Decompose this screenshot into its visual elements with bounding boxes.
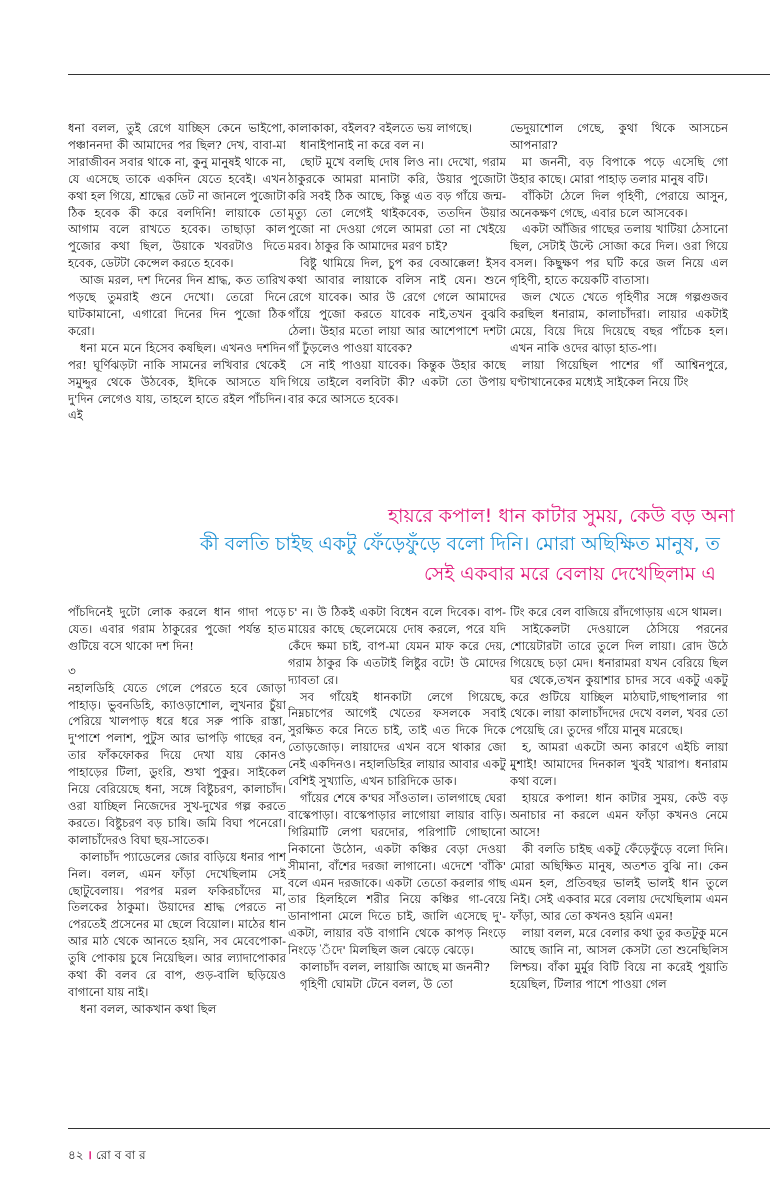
paragraph: নহালডিহি যেতে গেলে পেরতে হবে জোড়া পাহাড়। ভুবনডিহি, ক্যাওড়াশোল, লুখনার চুঁয়া পেরিয়ে খালপাড় ধরে ধরে সরু পাকি রাস্তা, দু'পাশে পলাশ, পুটুস আর ভাপড়ি গাছের বন, তার ফাঁকফোকর দিয়ে দেখা যায় কোনও পাহাড়ের টিলা, ডুংরি, শুখা পুকুর। সাইকেল নিয়ে বেরিয়েছে ধনা, সঙ্গে বিষ্টুচরণ, কালাচাঁদ। ওরা যাচ্ছিল নিজেদের সুখ-দুখের গল্প করতে করতে। বিষ্টুচরণ বড় চাষি। জমি বিঘা পনেরো। কালাচাঁদেরও বিঘা ছয়-সাতেক। bbox=[68, 680, 286, 847]
paragraph: গৃহিণী ঘোমটা টেনে বলল, উ তো bbox=[300, 976, 453, 991]
paragraph: চ' ন। উ ঠিকই একটা বিধেন বলে দিবেক। বাপ-মায়ের কাছে ছেলেমেয়ে দোষ করলে, পরে যদি কেঁদে ক্ষমা চাই, বাপ-মা যেমন মাফ করে দেয়, গরাম ঠাকুর কি এতটাই লিষ্টুর বটে! উ মোদের দ্যাবতা রে। bbox=[288, 605, 506, 687]
paragraph: বিষ্টু থামিয়ে দিল, চুপ কর বেআক্কেল! ইসব কথা আবার লায়াকে বলিস নাই যেন। শুনে রেগে যাবেক। আর উ রেগে গেলে আমাদের গাঁয়ে পুজো করতে যাবেক নাই,তখন বুঝবি ঠেলা। উহার মতো লায়া আর আশেপাশে দশটা গাঁ ঢুঁড়লেও পাওয়া যাবেক? bbox=[288, 256, 506, 355]
pull-quote-text: হায়রে কপাল! ধান কাটার সুময়, কেউ বড় অনা bbox=[388, 505, 735, 527]
paragraph: আজ মরল, দশ দিনের দিন শ্রাদ্ধ, কত তারিখ পড়ছে তুমরাই গুনে দেখো। তেরো দিনে ঘাটকামানো, এগারো দিনের দিন পুজো ঠিক করো। bbox=[68, 273, 286, 338]
paragraph: সাইকেলটা দেওয়ালে ঠেসিয়ে পরনের শোয়েটারটা তারে তুলে দিল লায়া। রোদ উঠে গিয়েছে চড়া মেদ। ধনারামরা যখন বেরিয়ে ছিল ঘর থেকে,তখন কুয়াশার চাদর সবে একটু একটু করে গুটিয়ে যাচ্ছিল মাঠঘাট,গাছপালার গা থেকে। লায়া কালাচাঁদদের দেখে বলল, খবর তো পেয়েছি রে। তুদের গাঁয়ে মানুষ মরেছে। bbox=[510, 621, 728, 738]
folio-separator: । bbox=[87, 1148, 92, 1162]
column-bottom-2 bbox=[288, 604, 506, 1124]
pull-quote-text: কী বলতি চাইছ একটু ফেঁড়েফুঁড়ে বলো দিনি। মোরা অছিক্ষিত মানুষ, ত bbox=[200, 533, 720, 555]
paragraph: সে নাই পাওয়া যাবেক। কিন্তুক উহার কাছে গিয়ে তাইলে বলবিটা কী? একটা তো উপায় বার করে আসতে হবেক। bbox=[288, 357, 506, 406]
pull-quote-text: সেই একবার মরে বেলায় দেখেছিলাম এ bbox=[424, 563, 716, 585]
section-number: ৩ bbox=[68, 663, 76, 678]
paragraph: হায়রে কপাল! ধান কাটার সুময়, কেউ বড় অনাচার না করলে এমন ফাঁড়া কখনও নেমে আসে! bbox=[510, 790, 728, 839]
paragraph: কালাকাকা, বইলব? বইলতে ভয় লাগছে। bbox=[288, 121, 473, 135]
paragraph: ছোট মুখে বলছি দোষ লিও না। দেখো, গরাম ঠাকুরকে আমরা মানাটা করি, উয়ার পুজোটা করি সবই ঠিক আছে, কিন্তু এত বড় গাঁয়ে জন্ম-মৃত্যু তো লেগেই থাইকবেক, ততদিন উয়ার পুজো না দেওয়া গেলে আমরা তো না খেইয়ে মরব। ঠাকুর কি আমাদের মরণ চাই? bbox=[288, 154, 506, 254]
column-top-2 bbox=[288, 120, 506, 475]
paragraph: লায়া বলল, মরে বেলার কথা তুর কতটুকু মনে আছে জানি না, আসল কেসটা তো শুনেছিলিস লিশ্চয়। বাঁকা মুর্মুর বিটি বিয়ে না করেই পুয়াতি হয়েছিল, টিলার পাশে পাওয়া গেল bbox=[510, 926, 728, 991]
paragraph: টিং করে বেল বাজিয়ে রাঁদগোড়ায় এসে থামল। bbox=[510, 605, 722, 619]
paragraph: মা জননী, বড় বিপাকে পড়ে এসেছি গো উহার কাছে। মোরা পাহাড় তলার মানুষ বটি। bbox=[510, 154, 728, 186]
magazine-name: রো ব বা র bbox=[95, 1148, 146, 1162]
paragraph: কালাচাঁদ প্যাডেলের জোর বাড়িয়ে ধনার পাশ নিল। বলল, এমন ফাঁড়া দেখেছিলাম সেই ছোটুবেলায়। পরপর মরল ফকিরচাঁদের মা, তিলকের ঠাকুমা। উয়াদের শ্রাদ্ধ পেরতে না পেরতেই প্রসেনের মা ছেলে বিয়োল। মাঠের ধান আর মাঠ থেকে আনতে হয়নি, সব মেবেপোকা-তুষি পোকায় চুষে নিয়েছিল। আর ল্যাদাপোকার কথা কী বলব রে বাপ, গুড়-বালি ছড়িয়েও বাগানো যায় নাই। bbox=[68, 849, 286, 999]
pull-quote-line-1 bbox=[0, 502, 770, 532]
column-top-3 bbox=[510, 120, 728, 475]
paragraph: পাঁচদিনেই দুটো লোক করলে ধান গাদা পড়ে যেত। এবার গরাম ঠাকুরের পুজো পর্যন্ত হাত গুটিয়ে বসে থাকো দশ দিন! bbox=[68, 605, 286, 653]
page-number: ৪২ bbox=[68, 1148, 84, 1162]
paragraph: গাঁয়ের শেষে ক'ঘর সাঁওতাল। তালগাছে ঘেরা বাস্কেপাড়া। বাস্কেপাড়ার লাগোয়া লায়ার বাড়ি। গিরিমাটি লেপা ঘরদোর, পরিপাটি গোছানো নিকানো উঠোন, একটা কঞ্চির বেড়া দেওয়া সীমানা, বাঁশের দরজা লাগানো। এদেশে 'বাঁকি' বলে এমন দরজাকে। একটা তেতো করলার গাছ তার হিলহিলে শরীর নিয়ে কঞ্চির গা-বেয়ে ডানাপানা মেলে দিতে চাই, জালি এসেছে দু'-একটা, লায়ার বউ বাগানি থেকে কাপড় নিংড়ে নিংড়ে 'ঁদে' মিলছিল জল ঝেড়ে ঝেড়ে। bbox=[288, 790, 506, 958]
page-folio bbox=[68, 1146, 146, 1167]
paragraph: ধনা বলল, তুই রেগে যাচ্ছিস কেনে ভাইপো, পঞ্চাননদা কী আমাদের পর ছিল? দেখ, বাবা-মা সারাজীবন সবার থাকে না, কুনু মানুষই থাকে না, যে এসেছে তাকে একদিন যেতে হবেই। এখন কথা হল গিয়ে, শ্রাদ্ধের ডেট না জানলে পুজোটা ঠিক হবেক কী করে বলদিনি! লায়াকে তো আগাম বলে রাখতে হবেক। তাছাড়া কাল পুজোর কথা ছিল, উয়াকে খবরটাও দিতে হবেক, ডেটটা কেন্সেল করতে হবেক। bbox=[68, 121, 286, 271]
paragraph: কী বলতি চাইছ একটু ফেঁড়েফুঁড়ে বলো দিনি। মোরা অছিক্ষিত মানুষ, অতশত বুঝি না। কেন এমন হল, প্রতিবছর ভালই ভালই ধান তুলে নিই। সেই একবার মরে বেলায় দেখেছিলাম এমন ফাঁড়া, আর তো কখনও হয়নি এমন! bbox=[510, 841, 728, 924]
column-bottom-1 bbox=[68, 604, 286, 1124]
paragraph: সব গাঁয়েই ধানকাটা লেগে গিয়েছে, নিম্নচাপের আগেই খেতের ফসলকে সবাই সুরক্ষিত করে নিতে চাই, তাই এত দিকে দিকে তোড়জোড়। লায়াদের এখন বসে থাকার জো নেই একদিনও। নহালডিহির লায়ার আবার একটু বেশিই সুখ্যাতি, এখন চারিদিকে ডাক। bbox=[288, 689, 506, 789]
paragraph: ধানাইপানাই না করে বল ন। bbox=[300, 137, 425, 152]
paragraph: ধনা বলল, আকখান কথা ছিল bbox=[80, 1001, 217, 1016]
paragraph: জল খেতে খেতে গৃহিণীর সঙ্গে গল্পগুজব করছিল ধনারাম, কালাচাঁদরা। লায়ার একটাই মেয়ে, বিয়ে দিয়ে দিয়েছে বছর পাঁচেক হল। এখন নাকি ওদের ঝাড়া হাত-পা। bbox=[510, 290, 728, 355]
paragraph: বাঁকিটা ঠেলে দিল গৃহিণী, পেরায়ে আসুন, অনেকক্ষণ গেছে, এবার চলে আসবেক। bbox=[510, 188, 728, 220]
bottom-rule bbox=[68, 1128, 770, 1129]
paragraph: লায়া গিয়েছিল পাশের গাঁ আশ্বিনপুরে, ঘণ্টাখানেকের মধ্যেই সাইকেল নিয়ে টিং bbox=[510, 357, 728, 389]
column-top-1 bbox=[68, 120, 286, 475]
paragraph: ধনা মনে মনে হিসেব কষছিল। এখনও দশদিন পর! ঘূর্ণিঝড়টা নাকি সামনের লখিবার থেকেই সমুদ্দুর থেকে উঠবেক, ইদিকে আসতে যদি দু'দিন লেগেও যায়, তাহলে হাতে রইল পাঁচদিন। এই bbox=[68, 340, 286, 423]
pull-quote-line-2 bbox=[0, 530, 770, 560]
pull-quote-line-3 bbox=[0, 560, 770, 590]
paragraph: একটা আঁজির গাছের তলায় খাটিয়া ঠেসানো ছিল, সেটাই উল্টে সোজা করে দিল। ওরা গিয়ে বসল। কিছুক্ষণ পর ঘটি করে জল নিয়ে এল গৃহিণী, হাতে কয়েকটি বাতাসা। bbox=[510, 222, 728, 288]
column-bottom-3 bbox=[510, 604, 728, 1124]
paragraph: কালাচাঁদ বলল, লায়াজি আছে মা জননী? bbox=[300, 960, 490, 975]
top-rule bbox=[68, 74, 770, 75]
paragraph: ভেদুয়াশোল গেছে, কুথা থিকে আসচেন আপনারা? bbox=[510, 121, 728, 152]
paragraph: হ, আমরা একটো অন্য কারণে এইচি লায়া মুশাই! আমাদের দিনকাল খুবই খারাপ। ধনারাম কথা বলে। bbox=[510, 740, 728, 789]
